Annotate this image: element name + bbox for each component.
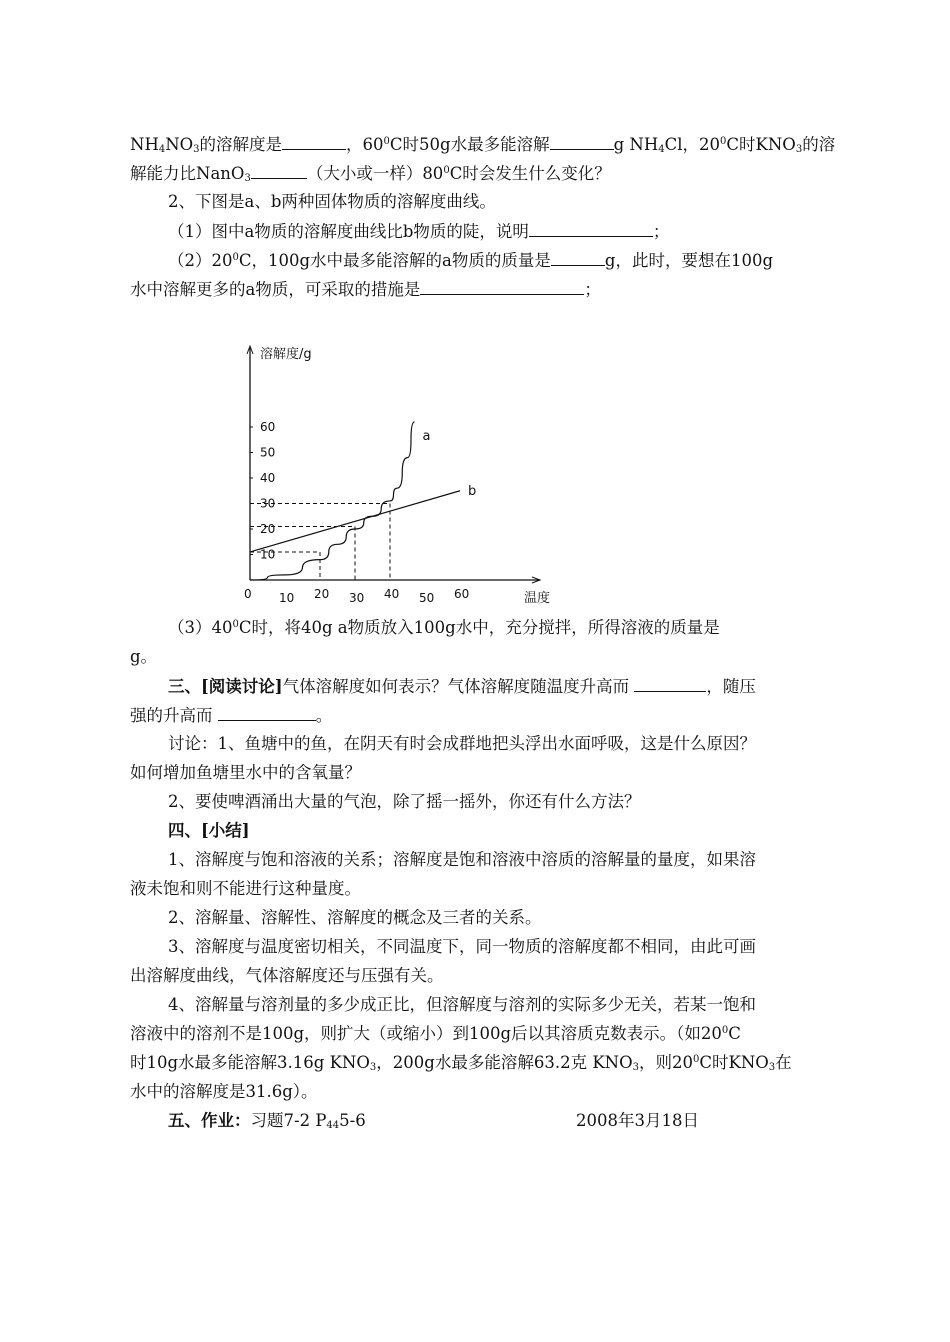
section-5-heading: 五、作业： bbox=[168, 1111, 251, 1130]
y-tick-label: 60 bbox=[260, 420, 276, 434]
answer-blank[interactable] bbox=[420, 278, 584, 295]
answer-blank[interactable] bbox=[550, 133, 614, 150]
x-axis-label: 温度 bbox=[524, 591, 551, 606]
summary-4: 4、溶解量与溶剂量的多少成正比，但溶解度与溶剂的实际多少无关，若某一饱和 bbox=[168, 995, 756, 1014]
solubility-chart bbox=[230, 340, 580, 615]
answer-blank[interactable] bbox=[218, 704, 316, 721]
summary-1: 1、溶解度与饱和溶液的关系；溶解度是饱和溶液中溶质的溶解量的量度，如果溶 bbox=[168, 850, 756, 869]
x-tick-label: 20 bbox=[314, 587, 330, 601]
answer-blank[interactable] bbox=[634, 675, 706, 692]
x-tick-label: 0 bbox=[244, 587, 252, 601]
section-3-heading: 三、[阅读讨论] bbox=[168, 677, 283, 696]
y-tick-label: 20 bbox=[260, 522, 276, 536]
y-tick-label: 50 bbox=[260, 445, 276, 460]
x-tick-label: 50 bbox=[419, 591, 435, 605]
y-axis-label: 溶解度/g bbox=[260, 347, 312, 362]
summary-2: 2、溶解量、溶解性、溶解度的概念及三者的关系。 bbox=[168, 908, 542, 927]
discussion-1: 讨论：1、鱼塘中的鱼，在阴天有时会成群地把头浮出水面呼吸，这是什么原因？ bbox=[168, 734, 756, 753]
section-3-cont: 强的升高而 。 bbox=[130, 706, 333, 725]
answer-blank[interactable] bbox=[251, 162, 307, 179]
text-line-1: $NH_4NO_3$的溶解度是 ，$60^0C$时50g水最多能溶解 g $NH_4Cl$，$20^0C$时$KNO_3$的溶 bbox=[130, 135, 836, 155]
question-2-2: $(2)20^0C$，100g水中最多能溶解的a物质的质量是 g，此时，要想在100g bbox=[168, 251, 774, 270]
text-line-2: 解能力比NanO$_3$ （大小或一样）$80^0C$时会发生什么变化？ bbox=[130, 164, 611, 184]
summary-3: 3、溶解度与温度密切相关，不同温度下，同一物质的溶解度都不相同，由此可画 bbox=[168, 937, 756, 956]
chart-guides bbox=[250, 504, 390, 581]
series-label-a: a bbox=[422, 428, 431, 444]
summary-1-cont: 液未饱和则不能进行这种量度。 bbox=[130, 879, 361, 898]
y-tick-label: 10 bbox=[260, 547, 276, 562]
y-tick-label: 40 bbox=[260, 471, 276, 485]
summary-4-cont1: 溶液中的溶剂不是100g，则扩大（或缩小）到100g后以其溶质克数表示。（如$20^0C$ bbox=[130, 1024, 741, 1043]
summary-3-cont: 出溶解度曲线，气体溶解度还与压强有关。 bbox=[130, 966, 444, 985]
section-4-heading: 四、[小结] bbox=[168, 821, 250, 840]
question-2-1: （1）图中a物质的溶解度曲线比b物质的陡，说明 ； bbox=[168, 222, 670, 241]
y-tick-label: 30 bbox=[260, 496, 276, 511]
answer-blank[interactable] bbox=[282, 133, 346, 150]
x-tick-label: 30 bbox=[349, 591, 365, 605]
question-3: $(3)40^0C$时，将40g a物质放入100g水中，充分搅拌，所得溶液的质量是 bbox=[168, 618, 720, 637]
answer-blank[interactable] bbox=[529, 220, 653, 237]
series-label-b: b bbox=[468, 483, 477, 499]
question-2: 2、下图是a、b两种固体物质的溶解度曲线。 bbox=[168, 192, 496, 211]
answer-blank[interactable] bbox=[551, 249, 605, 266]
discussion-1-cont: 如何增加鱼塘里水中的含氧量？ bbox=[130, 763, 361, 782]
date: 2008年3月18日 bbox=[576, 1111, 699, 1130]
summary-4-cont2: 时10g水最多能溶解3.16g $KNO_3$，200g水最多能溶解63.2克 $KNO_3$，则$20^0C$时$KNO_3$在 bbox=[130, 1053, 792, 1073]
summary-4-cont3: 水中的溶解度是31.6g）。 bbox=[130, 1082, 318, 1101]
question-2-2-cont: 水中溶解更多的a物质，可采取的措施是 ； bbox=[130, 280, 601, 299]
chart-ticks bbox=[244, 420, 469, 605]
section-5: 五、作业：习题7-2 $P_{44}5-6$ bbox=[168, 1111, 366, 1131]
x-tick-label: 40 bbox=[384, 587, 400, 601]
question-3-cont: g。 bbox=[130, 647, 158, 666]
x-tick-label: 10 bbox=[279, 591, 295, 605]
x-tick-label: 60 bbox=[454, 587, 470, 601]
section-3: 三、[阅读讨论]气体溶解度如何表示？气体溶解度随温度升高而 ，随压 bbox=[168, 677, 756, 696]
discussion-2: 2、要使啤酒涌出大量的气泡，除了摇一摇外，你还有什么方法？ bbox=[168, 792, 641, 811]
chart-axes bbox=[247, 346, 550, 606]
chart-series bbox=[250, 422, 476, 580]
